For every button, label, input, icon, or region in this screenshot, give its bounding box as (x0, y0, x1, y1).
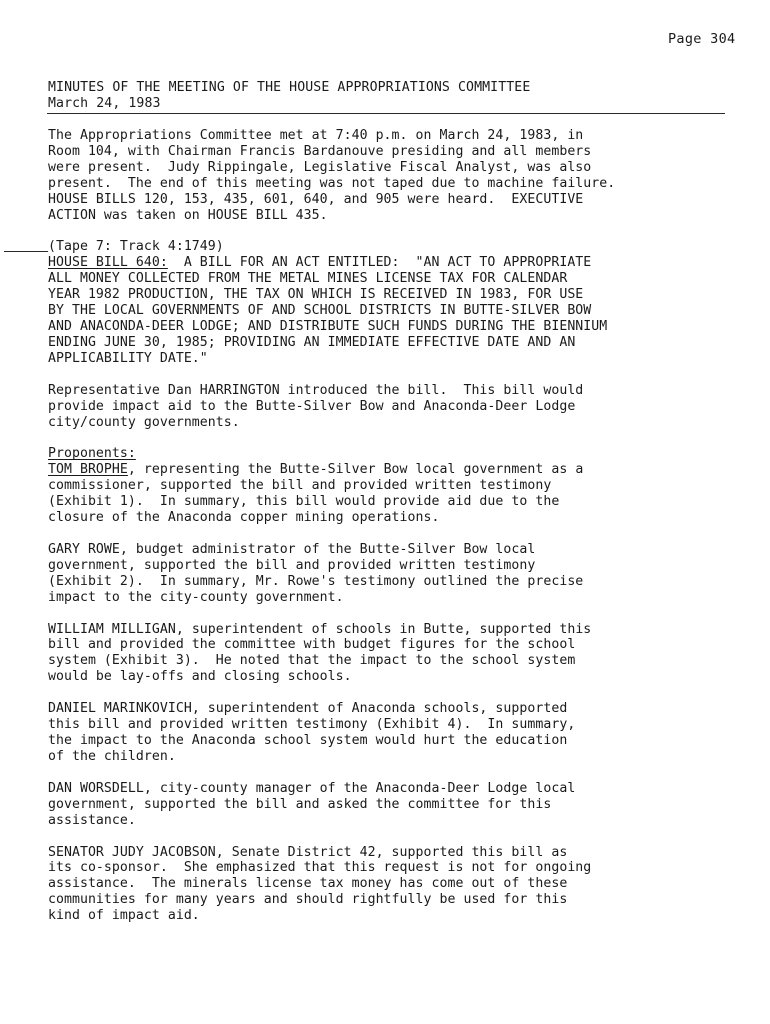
proponents-heading (48, 446, 738, 462)
header-rule (47, 113, 725, 114)
testimony-text: , superintendent of Anaconda schools, supported this bill and provided written testimony (Exhibit 4). In summary, the impact to the Anaconda school system would hurt the education of the children. (48, 701, 576, 764)
meeting-date: March 24, 1983 (48, 96, 161, 111)
testifier-name: DANIEL MARINKOVICH (48, 701, 192, 717)
testimony-text: , superintendent of schools in Butte, supported this bill and provided the committee with budget figures for the school system (Exhibit 3). He noted that the impact to the school system would be lay-offs and closing schools. (48, 621, 592, 685)
testifier-name: TOM BROPHE (48, 462, 128, 478)
minutes-body (48, 128, 738, 940)
bill-title-first-line: A BILL FOR AN ACT ENTITLED: "AN ACT TO APPROPRIATE (167, 255, 592, 271)
tape-margin-rule (4, 251, 48, 252)
testimony-2 (48, 622, 738, 686)
testimony-text: , Senate District 42, supported this bill as its co-sponsor. She emphasized that this request is not for ongoing assistance. The minerals license tax money has come out of these communities for many years and should rightfully be used for this kind of impact aid. (48, 844, 592, 924)
testimony-text: , city-county manager of the Anaconda-Deer Lodge local government, supported the bill and asked the committee for this assistance. (48, 780, 576, 828)
testimony-3 (48, 701, 738, 765)
tape-reference (48, 239, 738, 255)
tape-text: (Tape 7: Track 4:1749) (48, 239, 224, 255)
testifier-name: SENATOR JUDY JACOBSON (48, 844, 216, 860)
page-number: Page 304 (668, 31, 736, 47)
minutes-title: MINUTES OF THE MEETING OF THE HOUSE APPROPRIATIONS COMMITTEE (48, 80, 531, 95)
bill-introduction: Representative Dan HARRINGTON introduced the bill. This bill would provide impact aid to the Butte-Silver Bow and Anaconda-Deer Lodge city/county governments. (48, 382, 584, 430)
bill-title-paragraph (48, 255, 738, 366)
testimony-0 (48, 462, 738, 526)
testifier-name: DAN WORSDELL (48, 780, 144, 796)
intro-paragraph: The Appropriations Committee met at 7:40 p.m. on March 24, 1983, in Room 104, with Chairman Francis Bardanouve presiding and all members were present. Judy Rippingale, Legislative Fiscal Analyst, was also present. The end of this meeting was not taped due to machine failure. HOUSE BILLS 120, 153, 435, 601, 640, and 905 were heard. EXECUTIVE ACTION was taken on HOUSE BILL 435. (48, 128, 616, 223)
testifier-name: GARY ROWE (48, 541, 120, 557)
minutes-header (48, 80, 726, 112)
testimony-text: , representing the Butte-Silver Bow local government as a commissioner, supported the bill and provided written testimony (Exhibit 1). In summary, this bill would provide aid due to the closure of the Anaconda copper mining operations. (48, 462, 584, 526)
testimony-1 (48, 542, 738, 606)
testifier-name: WILLIAM MILLIGAN (48, 621, 176, 637)
bill-title-rest: ALL MONEY COLLECTED FROM THE METAL MINES LICENSE TAX FOR CALENDAR YEAR 1982 PRODUCTION, THE TAX ON WHICH IS RECEIVED IN 1983, FOR USE BY THE LOCAL GOVERNMENTS OF AND SCHOOL DISTRICTS IN BUTTE-SILVER BOW AND ANACONDA-DEER LODGE; AND DISTRIBUTE SUCH FUNDS DURING THE BIENNIUM ENDING JUNE 30, 1985; PROVIDING AN IMMEDIATE EFFECTIVE DATE AND AN APPLICABILITY DATE." (48, 271, 608, 366)
testimony-5 (48, 845, 738, 925)
testimony-4 (48, 781, 738, 829)
bill-label: HOUSE BILL 640: (48, 255, 168, 271)
testimony-text: , budget administrator of the Butte-Silver Bow local government, supported the bill and provided written testimony (Exhibit 2). In summary, Mr. Rowe's testimony outlined the precise impact to the city-county government. (48, 541, 584, 605)
proponents-heading-text: Proponents: (48, 446, 136, 462)
